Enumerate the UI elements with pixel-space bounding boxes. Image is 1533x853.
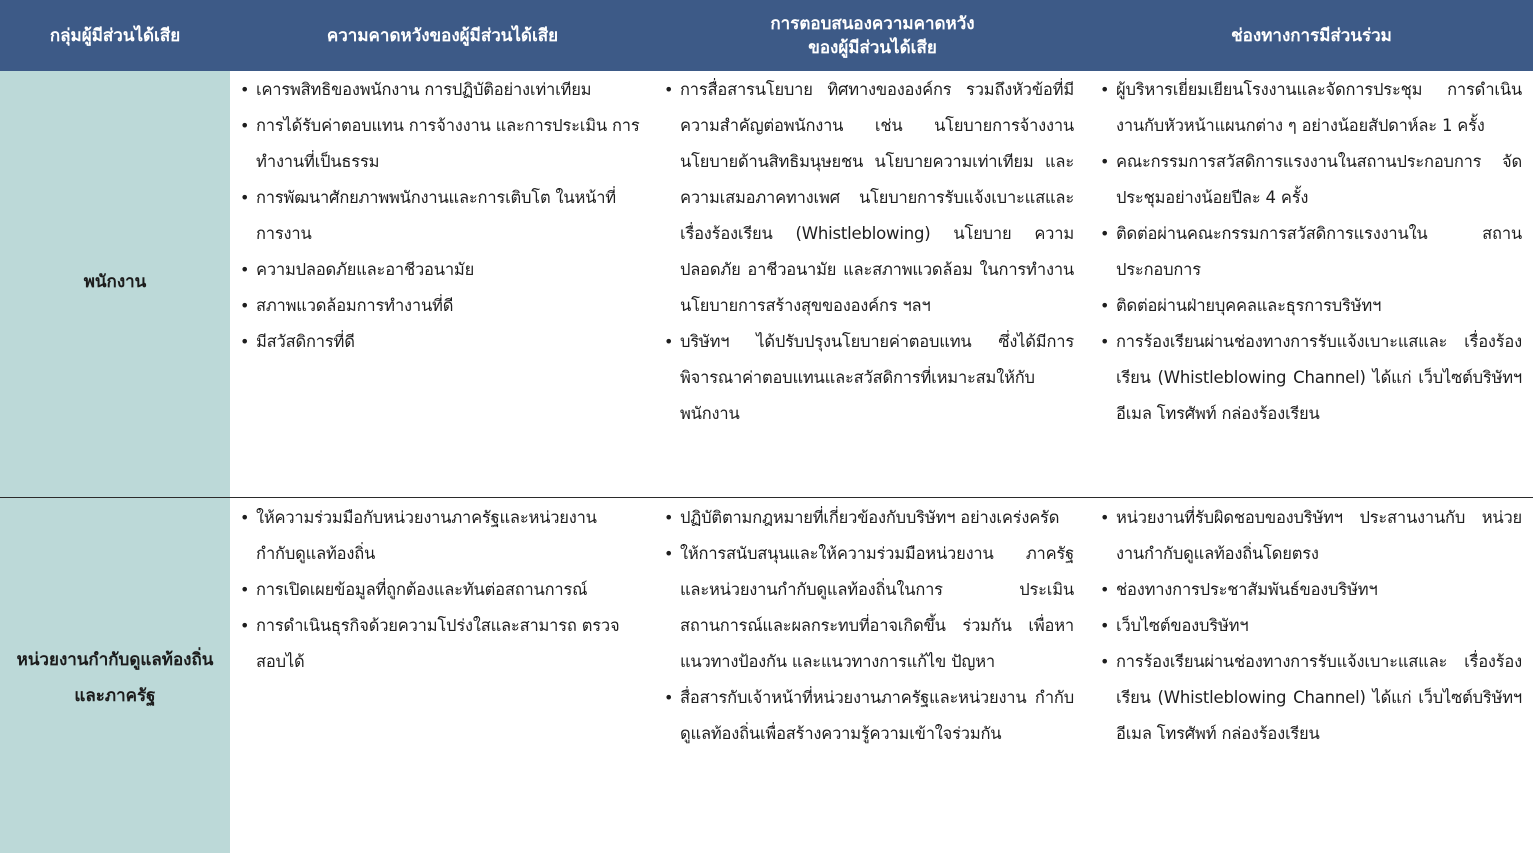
group-label: และภาครัฐ bbox=[74, 685, 156, 706]
list-item: • ช่องทางการประชาสัมพันธ์ของบริษัทฯ bbox=[1100, 572, 1522, 608]
list-item: • การได้รับค่าตอบแทน การจ้างงาน และการประเมิน การทำงานที่เป็นธรรม bbox=[240, 108, 640, 180]
channels-list-regulators bbox=[1100, 500, 1522, 752]
list-item: • การพัฒนาศักยภาพพนักงานและการเติบโต ในหน้าที่การงาน bbox=[240, 180, 640, 252]
group-cell-employees bbox=[0, 71, 230, 498]
list-item: • บริษัทฯ ได้ปรับปรุงนโยบายค่าตอบแทน ซึ่งได้มีการพิจารณาค่าตอบแทนและสวัสดิการที่เหมาะสมให้กับพนักงาน bbox=[664, 324, 1074, 432]
header-expectations bbox=[230, 0, 655, 71]
list-item: • ปฏิบัติตามกฎหมายที่เกี่ยวข้องกับบริษัทฯ อย่างเคร่งครัด bbox=[664, 500, 1074, 536]
header-stakeholder-group-label: กลุ่มผู้มีส่วนได้เสีย bbox=[49, 25, 181, 46]
group-label: พนักงาน bbox=[83, 271, 147, 292]
list-item: • เว็บไซต์ของบริษัทฯ bbox=[1100, 608, 1522, 644]
list-item: • เคารพสิทธิของพนักงาน การปฏิบัติอย่างเท่าเทียม bbox=[240, 72, 640, 108]
list-item: • ความปลอดภัยและอาชีวอนามัย bbox=[240, 252, 640, 288]
list-item: • การสื่อสารนโยบาย ทิศทางขององค์กร รวมถึงหัวข้อที่มีความสำคัญต่อพนักงาน เช่น นโยบายการจ้างงาน นโยบายด้านสิทธิมนุษยชน นโยบายความเท่าเทียม และความเสมอภาคทางเพศ นโยบายการรับแจ้งเบาะแสและเรื่องร้องเรียน (Whistleblowing) นโยบาย ความปลอดภัย อาชีวอนามัย และสภาพแวดล้อม ในการทำงาน นโยบายการสร้างสุขขององค์กร ฯลฯ bbox=[664, 72, 1074, 324]
list-item: • คณะกรรมการสวัสดิการแรงงานในสถานประกอบการ จัดประชุมอย่างน้อยปีละ 4 ครั้ง bbox=[1100, 144, 1522, 216]
channels-list-employees bbox=[1100, 72, 1522, 432]
list-item: • ให้ความร่วมมือกับหน่วยงานภาครัฐและหน่วยงาน กำกับดูแลท้องถิ่น bbox=[240, 500, 640, 572]
list-item: • มีสวัสดิการที่ดี bbox=[240, 324, 640, 360]
header-expectations-label: ความคาดหวังของผู้มีส่วนได้เสีย bbox=[326, 25, 559, 46]
group-cell-regulators bbox=[0, 498, 230, 853]
list-item: • หน่วยงานที่รับผิดชอบของบริษัทฯ ประสานงานกับ หน่วยงานกำกับดูแลท้องถิ่นโดยตรง bbox=[1100, 500, 1522, 572]
header-responses-line2: ของผู้มีส่วนได้เสีย bbox=[808, 37, 937, 58]
list-item: • ให้การสนับสนุนและให้ความร่วมมือหน่วยงาน ภาครัฐและหน่วยงานกำกับดูแลท้องถิ่นในการ ประเมินสถานการณ์และผลกระทบที่อาจเกิดขึ้น ร่วมกัน เพื่อหาแนวทางป้องกัน และแนวทางการแก้ไข ปัญหา bbox=[664, 536, 1074, 680]
list-item: • การร้องเรียนผ่านช่องทางการรับแจ้งเบาะแสและ เรื่องร้องเรียน (Whistleblowing Channel) ได้แก่ เว็บไซต์บริษัทฯ อีเมล โทรศัพท์ กล่องร้องเรียน bbox=[1100, 324, 1522, 432]
header-stakeholder-group bbox=[0, 0, 230, 71]
group-label: หน่วยงานกำกับดูแลท้องถิ่น bbox=[16, 649, 214, 670]
list-item: • ผู้บริหารเยี่ยมเยียนโรงงานและจัดการประชุม การดำเนินงานกับหัวหน้าแผนกต่าง ๆ อย่างน้อยสัปดาห์ละ 1 ครั้ง bbox=[1100, 72, 1522, 144]
header-responses bbox=[655, 0, 1090, 71]
expectations-list-regulators bbox=[240, 500, 640, 680]
expectations-list-employees bbox=[240, 72, 640, 360]
header-responses-line1: การตอบสนองความคาดหวัง bbox=[770, 13, 975, 34]
list-item: • ติดต่อผ่านคณะกรรมการสวัสดิการแรงงานใน สถานประกอบการ bbox=[1100, 216, 1522, 288]
list-item: • การร้องเรียนผ่านช่องทางการรับแจ้งเบาะแสและ เรื่องร้องเรียน (Whistleblowing Channel) ได้แก่ เว็บไซต์บริษัทฯ อีเมล โทรศัพท์ กล่องร้องเรียน bbox=[1100, 644, 1522, 752]
list-item: • สภาพแวดล้อมการทำงานที่ดี bbox=[240, 288, 640, 324]
header-channels-label: ช่องทางการมีส่วนร่วม bbox=[1231, 25, 1392, 46]
header-channels bbox=[1090, 0, 1533, 71]
list-item: • การดำเนินธุรกิจด้วยความโปร่งใสและสามารถ ตรวจสอบได้ bbox=[240, 608, 640, 680]
responses-list-regulators bbox=[664, 500, 1074, 752]
list-item: • ติดต่อผ่านฝ่ายบุคคลและธุรการบริษัทฯ bbox=[1100, 288, 1522, 324]
list-item: • การเปิดเผยข้อมูลที่ถูกต้องและทันต่อสถานการณ์ bbox=[240, 572, 640, 608]
table-header bbox=[0, 0, 1533, 71]
responses-list-employees bbox=[664, 72, 1074, 432]
list-item: • สื่อสารกับเจ้าหน้าที่หน่วยงานภาครัฐและหน่วยงาน กำกับดูแลท้องถิ่นเพื่อสร้างความรู้ความเข้าใจร่วมกัน bbox=[664, 680, 1074, 752]
